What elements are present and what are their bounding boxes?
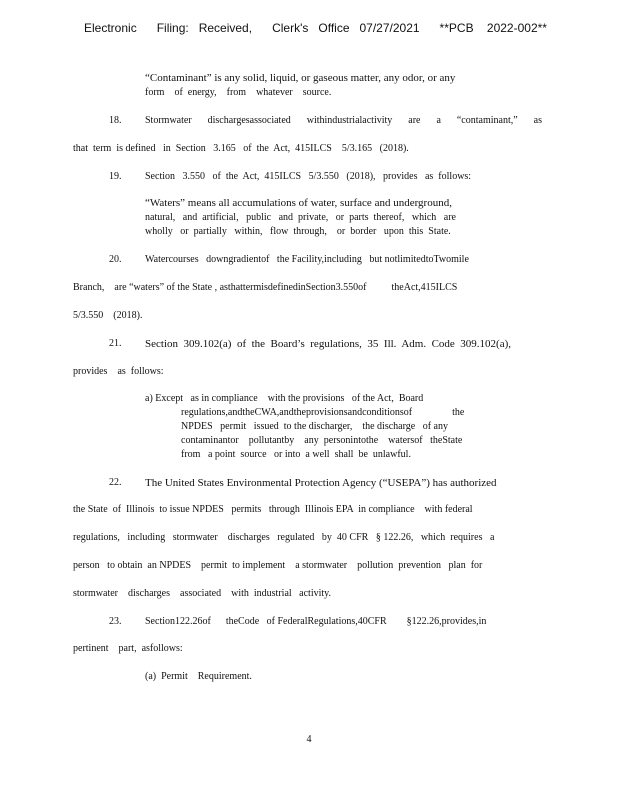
paragraph-18-line1: Stormwater dischargesassociated withindustrialactivity are a “contaminant,” as — [145, 115, 542, 126]
filing-header: Electronic Filing: Received, Clerk's Office 07/27/2021 **PCB 2022-002** — [84, 21, 547, 35]
paragraph-18-line2: that term is defined in Section 3.165 of the Act, 415ILCS 5/3.165 (2018). — [73, 143, 409, 154]
paragraph-22-line4: person to obtain an NPDES permit to implement a stormwater pollution prevention plan for — [73, 560, 483, 571]
paragraph-number-23: 23. — [109, 616, 122, 627]
paragraph-22-line3: regulations, including stormwater discharges regulated by 40 CFR § 122.26, which requires a — [73, 532, 495, 543]
quote-npdes-line1: a) Except as in compliance with the provisions of the Act, Board — [145, 393, 424, 404]
paragraph-22-line1: The United States Environmental Protection Agency (“USEPA”) has authorized — [145, 477, 497, 489]
quote-npdes-line2: regulations,andtheCWA,andtheprovisionsandconditionsof the — [181, 407, 465, 418]
quote-waters-line3: wholly or partially within, flow through, or border upon this State. — [145, 226, 451, 237]
paragraph-number-20: 20. — [109, 254, 122, 265]
paragraph-number-18: 18. — [109, 115, 122, 126]
paragraph-21-line2: provides as follows: — [73, 366, 164, 377]
paragraph-number-21: 21. — [109, 338, 122, 349]
quote-waters-line2: natural, and artificial, public and private, or parts thereof, which are — [145, 212, 456, 223]
quote-contaminant-line1: “Contaminant” is any solid, liquid, or gaseous matter, any odor, or any — [145, 72, 456, 84]
paragraph-23-line1: Section122.26of theCode of FederalRegulations,40CFR §122.26,provides,in — [145, 616, 487, 627]
page-number: 4 — [306, 734, 312, 745]
paragraph-number-22: 22. — [109, 477, 122, 488]
quote-waters-line1: “Waters” means all accumulations of water, surface and underground, — [145, 197, 452, 209]
quote-npdes-line3: NPDES permit issued to the discharger, the discharge of any — [181, 421, 448, 432]
paragraph-19-line1: Section 3.550 of the Act, 415ILCS 5/3.550 (2018), provides as follows: — [145, 171, 472, 182]
quote-npdes-line4: contaminantor pollutantby any personintothe watersof theState — [181, 435, 463, 446]
paragraph-22-line2: the State of Illinois to issue NPDES permits through Illinois EPA in compliance with federal — [73, 504, 473, 515]
paragraph-22-line5: stormwater discharges associated with industrial activity. — [73, 588, 331, 599]
paragraph-21-line1: Section 309.102(a) of the Board’s regulations, 35 Ill. Adm. Code 309.102(a), — [145, 338, 511, 350]
quote-contaminant-line2: form of energy, from whatever source. — [145, 87, 332, 98]
paragraph-20-line3: 5/3.550 (2018). — [73, 310, 143, 321]
quote-permit-requirement: (a) Permit Requirement. — [145, 671, 252, 682]
paragraph-number-19: 19. — [109, 171, 122, 182]
paragraph-23-line2: pertinent part, asfollows: — [73, 643, 183, 654]
paragraph-20-line1: Watercourses downgradientof the Facility,including but notlimitedtoTwomile — [145, 254, 469, 265]
paragraph-20-line2: Branch, are “waters” of the State , asthattermisdefinedinSection3.550of theAct,415ILCS — [73, 282, 458, 293]
quote-npdes-line5: from a point source or into a well shall be unlawful. — [181, 449, 411, 460]
